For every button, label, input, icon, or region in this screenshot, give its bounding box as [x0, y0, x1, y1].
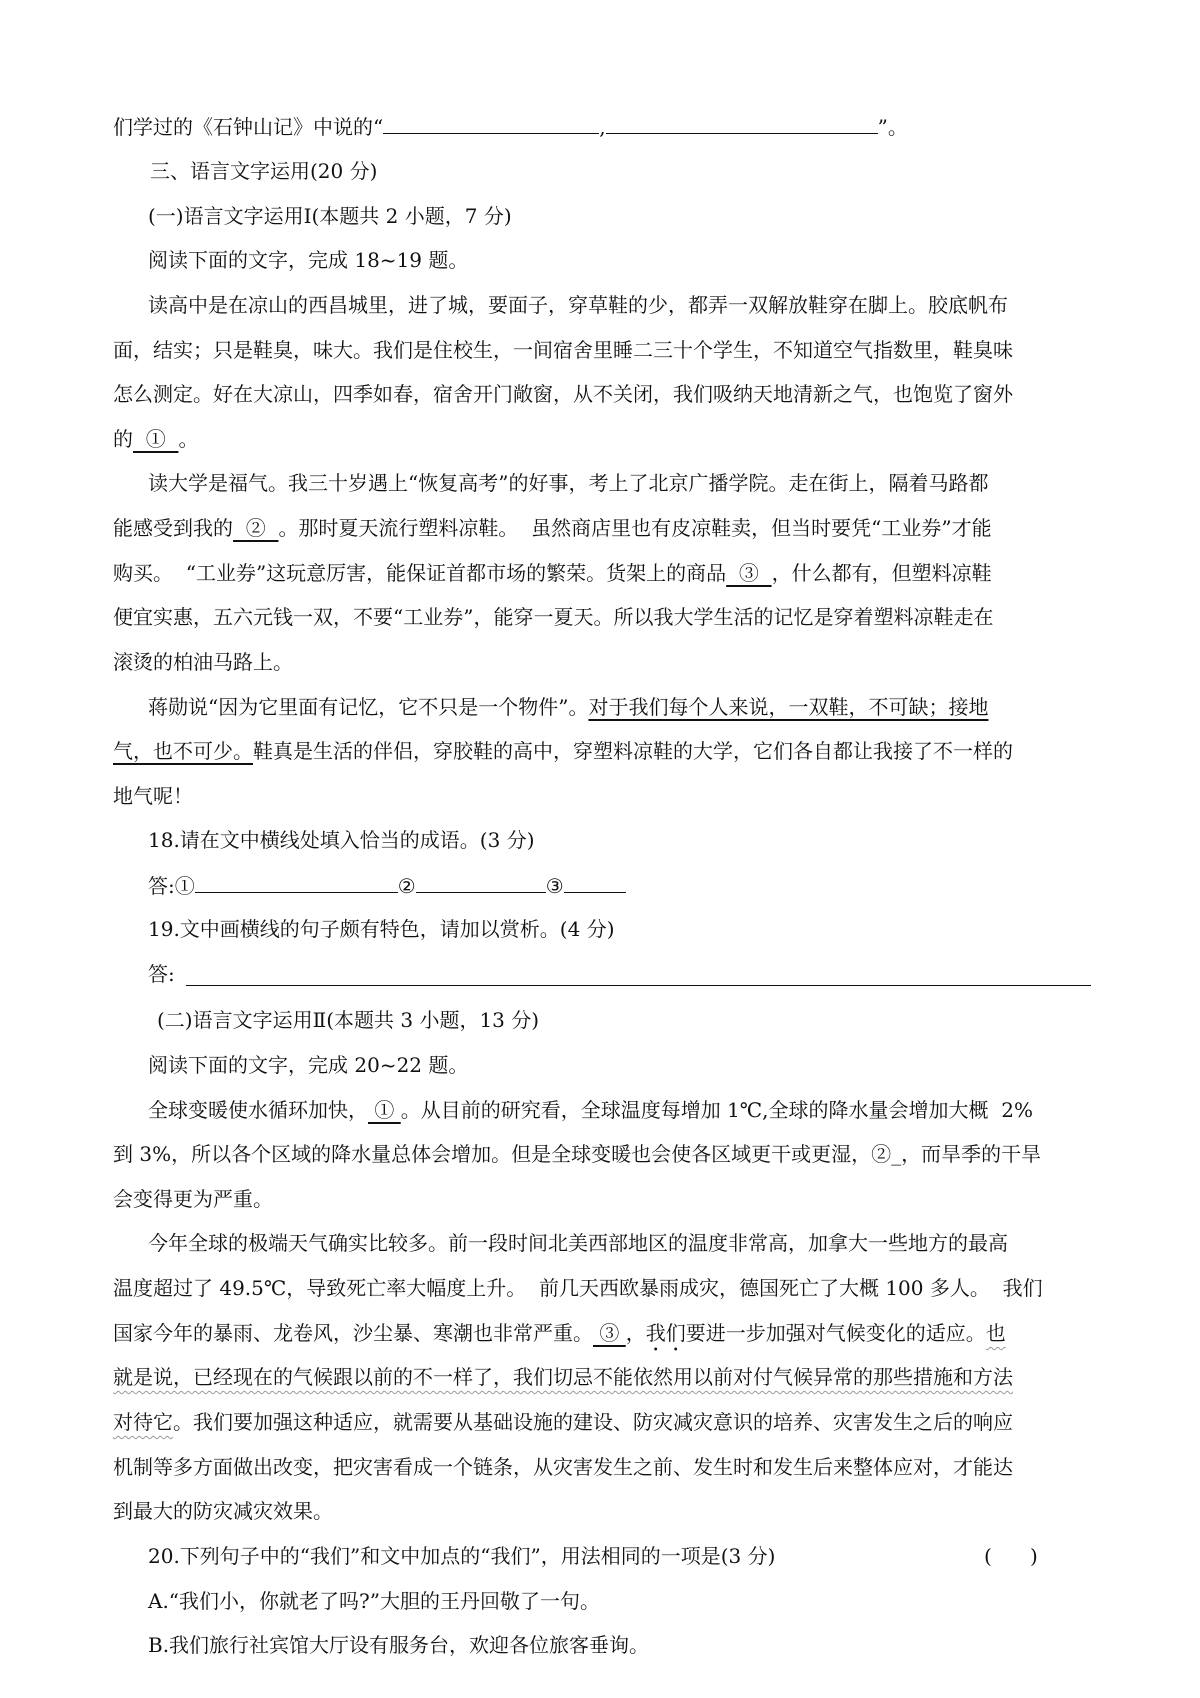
text: ”。	[877, 115, 908, 139]
fill-in-sentence	[113, 113, 908, 139]
passage-line: 今年全球的极端天气确实比较多。前一段时间北美西部地区的温度非常高，加拿大一些地方的最高	[148, 1231, 1008, 1255]
passage-line	[113, 560, 992, 586]
text: 全球变暖使水循环加快，	[148, 1098, 368, 1122]
answer-blank-q18-3[interactable]	[564, 872, 626, 893]
blank-1-marker: ①	[368, 1098, 401, 1122]
instruction: 阅读下面的文字，完成 20~22 题。	[148, 1053, 469, 1077]
passage-line: 会变得更为严重。	[113, 1187, 273, 1211]
text: 20.下列句子中的“我们”和文中加点的“我们”，用法相同的一项是(3 分)	[148, 1544, 776, 1568]
text: 国家今年的暴雨、龙卷风，沙尘暴、寒潮也非常严重。	[113, 1321, 593, 1345]
text: 能感受到我的	[113, 516, 233, 540]
answer-19-label: 答:	[148, 962, 175, 986]
blank-3-marker: ③	[593, 1321, 626, 1345]
text: ，	[625, 1321, 646, 1345]
passage-line	[113, 1364, 1013, 1390]
passage-line	[113, 738, 1013, 764]
text: ，什么都有，但塑料凉鞋	[771, 561, 992, 585]
passage-line: 读大学是福气。我三十岁遇上“恢复高考”的好事，考上了北京广播学院。走在街上，隔着马路都	[148, 471, 989, 495]
text: 鞋真是生活的伴侣，穿胶鞋的高中，穿塑料凉鞋的大学，它们各自都让我接了不一样的	[253, 739, 1013, 763]
wavy-underlined-sentence: 就是说，已经现在的气候跟以前的不一样了，我们切忌不能依然用以前对付气候异常的那些措施和方法	[113, 1365, 1013, 1389]
blank-1-marker: ①	[133, 427, 179, 451]
passage-line	[148, 694, 988, 720]
dotted-word-women: 我们	[645, 1321, 686, 1345]
question-18: 18.请在文中横线处填入恰当的成语。(3 分)	[148, 828, 535, 852]
wavy-underlined-sentence: 对待它	[113, 1410, 173, 1434]
passage-line: 便宜实惠，五六元钱一双，不要“工业券”，能穿一夏天。所以我大学生活的记忆是穿着塑料凉鞋走在	[113, 605, 994, 629]
blank-2-marker: ②_	[871, 1142, 902, 1166]
subsection-heading: (一)语言文字运用Ⅰ(本题共 2 小题，7 分)	[148, 204, 512, 228]
underlined-sentence: 对于我们每个人来说，一双鞋，不可缺；接地	[588, 695, 989, 719]
passage-line: 面，结实；只是鞋臭，味大。我们是住校生，一间宿舍里睡二三十个学生，不知道空气指数里，鞋臭味	[113, 338, 1013, 362]
passage-line: 温度超过了 49.5℃，导致死亡率大幅度上升。 前几天西欧暴雨成灾，德国死亡了大概 100 多人。 我们	[113, 1276, 1043, 1300]
text: 。从目前的研究看，全球温度每增加 1℃,全球的降水量会增加大概 2%	[400, 1098, 1033, 1122]
passage-line: 读高中是在凉山的西昌城里，进了城，要面子，穿草鞋的少，都弄一双解放鞋穿在脚上。胶底帆布	[148, 293, 1008, 317]
passage-line	[113, 515, 992, 541]
passage-line: 怎么测定。好在大凉山，四季如春，宿舍开门敞窗，从不关闭，我们吸纳天地清新之气，也饱览了窗外	[113, 382, 1013, 406]
text: 答:①	[148, 874, 195, 898]
text: 购买。 “工业券”这玩意厉害，能保证首都市场的繁荣。货架上的商品	[113, 561, 727, 585]
passage-line	[113, 1320, 1006, 1346]
question-19: 19.文中画横线的句子颇有特色，请加以赏析。(4 分)	[148, 917, 615, 941]
section-heading: 三、语言文字运用(20 分)	[150, 159, 378, 183]
passage-line	[113, 426, 198, 452]
answer-blank-q18-2[interactable]	[416, 872, 546, 893]
text: 要进一步加强对气候变化的适应。	[685, 1321, 986, 1345]
answer-18	[148, 872, 626, 898]
answer-bracket-q20[interactable]: ( )	[984, 1544, 1038, 1568]
text: 的	[113, 427, 133, 451]
passage-line: 地气呢！	[113, 784, 193, 808]
text: 到 3%，所以各个区域的降水量总体会增加。但是全球变暖也会使各区域更干或更湿，	[113, 1142, 872, 1166]
instruction: 阅读下面的文字，完成 18~19 题。	[148, 248, 469, 272]
question-20	[148, 1543, 775, 1569]
text: ，而旱季的干旱	[901, 1142, 1042, 1166]
text: 蒋勋说“因为它里面有记忆，它不只是一个物件”。	[148, 695, 589, 719]
answer-blank-2[interactable]	[606, 113, 878, 134]
text: 们学过的《石钟山记》中说的“	[113, 115, 384, 139]
blank-2-marker: ②	[233, 516, 279, 540]
passage-line	[148, 1097, 1033, 1123]
option-b: B.我们旅行社宾馆大厅设有服务台，欢迎各位旅客垂询。	[148, 1633, 650, 1657]
text: ③	[545, 874, 564, 898]
blank-3-marker: ③	[726, 561, 772, 585]
underlined-sentence: 气，也不可少。	[113, 739, 253, 763]
passage-line	[113, 1409, 1013, 1435]
text: 。那时夏天流行塑料凉鞋。 虽然商店里也有皮凉鞋卖，但当时要凭“工业券”才能	[278, 516, 992, 540]
text: ②	[397, 874, 416, 898]
passage-line: 机制等多方面做出改变，把灾害看成一个链条，从灾害发生之前、发生时和发生后来整体应对，才能达	[113, 1455, 1013, 1479]
answer-line-q19[interactable]	[186, 985, 1091, 986]
passage-line	[113, 1141, 1041, 1167]
text: ,	[599, 115, 606, 139]
answer-blank-q18-1[interactable]	[195, 872, 398, 893]
passage-line: 到最大的防灾减灾效果。	[113, 1499, 333, 1523]
passage-line: 滚烫的柏油马路上。	[113, 650, 293, 674]
text: 。我们要加强这种适应，就需要从基础设施的建设、防灾减灾意识的培养、灾害发生之后的响应	[173, 1410, 1013, 1434]
wavy-underlined-sentence: 也	[985, 1321, 1006, 1345]
answer-blank-1[interactable]	[383, 113, 599, 134]
subsection-heading: (二)语言文字运用Ⅱ(本题共 3 小题，13 分)	[157, 1008, 540, 1032]
option-a: A.“我们小，你就老了吗?”大胆的王丹回敬了一句。	[148, 1589, 600, 1613]
text: 。	[178, 427, 199, 451]
